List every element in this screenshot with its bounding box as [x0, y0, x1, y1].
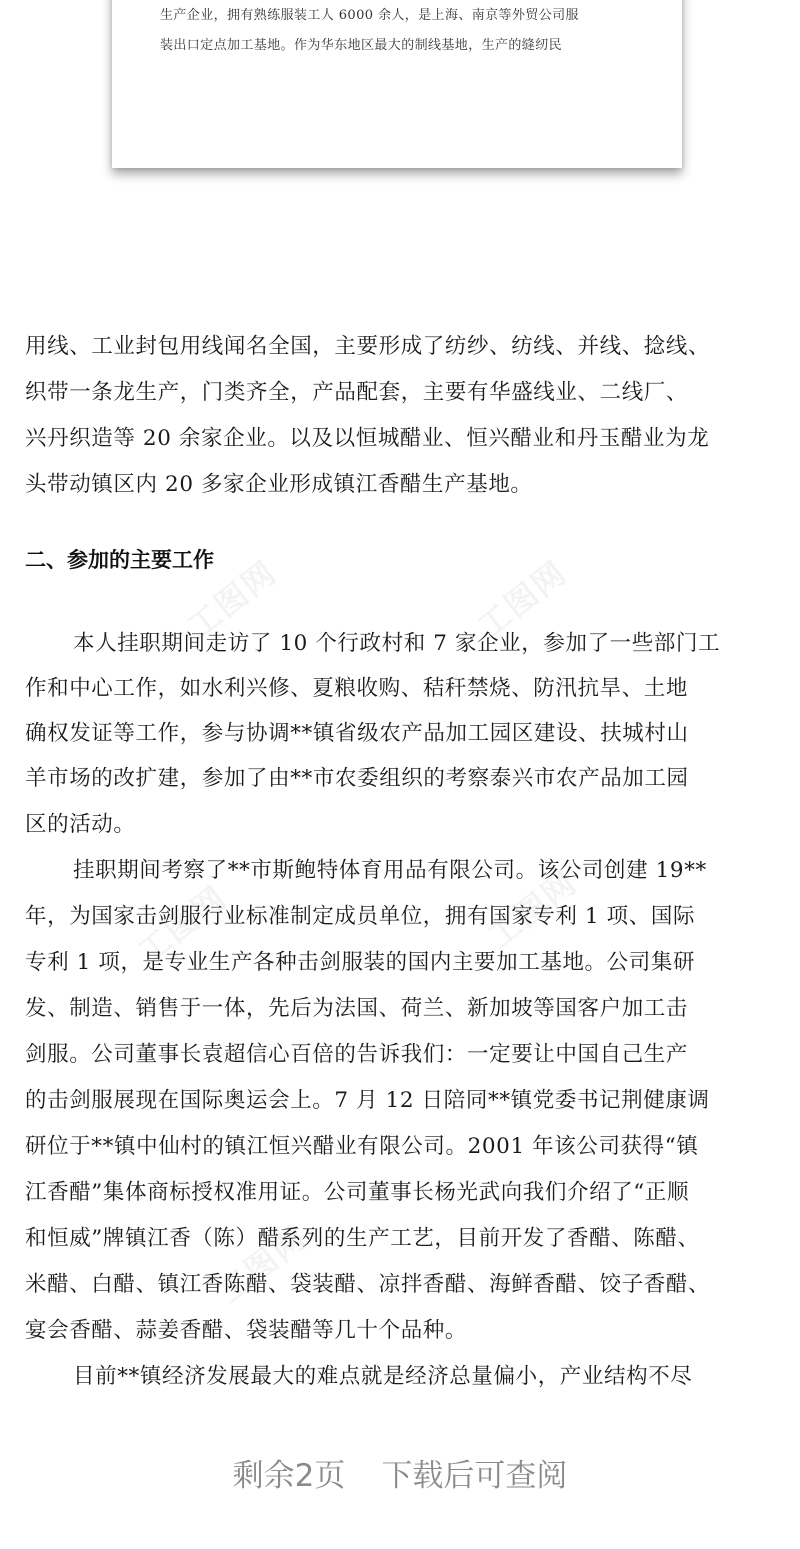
paragraph-line: 区的活动。 — [25, 812, 136, 837]
paragraph-line: 米醋、白醋、镇江香陈醋、袋装醋、凉拌香醋、海鲜香醋、饺子香醋、 — [25, 1272, 711, 1297]
body-line: 织带一条龙生产，门类齐全，产品配套，主要有华盛线业、二线厂、 — [25, 380, 689, 405]
body-line: 兴丹织造等 20 余家企业。以及以恒城醋业、恒兴醋业和丹玉醋业为龙 — [25, 426, 710, 451]
body-line: 用线、工业封包用线闻名全国，主要形成了纺纱、纺线、并线、捻线、 — [25, 334, 711, 359]
paragraph-line: 和恒威”牌镇江香（陈）醋系列的生产工艺，目前开发了香醋、陈醋、 — [25, 1226, 700, 1251]
paragraph-line: 本人挂职期间走访了 10 个行政村和 7 家企业，参加了一些部门工 — [73, 631, 721, 656]
paragraph-line: 宴会香醋、蒜姜香醋、袋装醋等几十个品种。 — [25, 1318, 468, 1343]
paragraph-line: 研位于**镇中仙村的镇江恒兴醋业有限公司。2001 年该公司获得“镇 — [25, 1134, 699, 1159]
paragraph-line: 的击剑服展现在国际奥运会上。7 月 12 日陪同**镇党委书记荆健康调 — [25, 1088, 710, 1113]
watermark-logo: 工图网 — [210, 1218, 315, 1311]
remaining-pages-label: 剩余2页 — [232, 1458, 346, 1494]
paragraph-line: 发、制造、销售于一体，先后为法国、荷兰、新加坡等国客户加工击 — [25, 996, 689, 1021]
preview-line: 装出口定点加工基地。作为华东地区最大的制线基地，生产的缝纫民 — [160, 38, 563, 53]
watermark-logo: 工图网 — [470, 553, 575, 646]
body-line: 头带动镇区内 20 多家企业形成镇江香醋生产基地。 — [25, 472, 533, 497]
watermark-logo: 工图网 — [180, 553, 285, 646]
document-preview-card — [112, 0, 682, 168]
paragraph-line: 剑服。公司董事长袁超信心百倍的告诉我们：一定要让中国自己生产 — [25, 1042, 689, 1067]
watermark-logo: 工图网 — [130, 878, 235, 971]
download-to-view-label[interactable]: 下载后可查阅 — [381, 1458, 568, 1494]
paragraph-line: 目前**镇经济发展最大的难点就是经济总量偏小，产业结构不尽 — [73, 1364, 693, 1389]
section-heading: 二、参加的主要工作 — [25, 548, 214, 572]
preview-line: 生产企业，拥有熟练服装工人 6000 余人，是上海、南京等外贸公司服 — [160, 8, 579, 23]
download-prompt[interactable] — [0, 1450, 800, 1495]
paragraph-line: 专利 1 项，是专业生产各种击剑服装的国内主要加工基地。公司集研 — [25, 950, 696, 975]
paragraph-line: 作和中心工作，如水利兴修、夏粮收购、秸秆禁烧、防汛抗旱、土地 — [25, 676, 689, 701]
paragraph-line: 确权发证等工作，参与协调**镇省级农产品加工园区建设、扶城村山 — [25, 721, 689, 746]
paragraph-line: 挂职期间考察了**市斯鲍特体育用品有限公司。该公司创建 19** — [73, 858, 707, 883]
paragraph-line: 年，为国家击剑服行业标准制定成员单位，拥有国家专利 1 项、国际 — [25, 904, 696, 929]
watermark-logo: 工图网 — [480, 863, 585, 956]
paragraph-line: 羊市场的改扩建，参加了由**市农委组织的考察泰兴市农产品加工园 — [25, 766, 689, 791]
paragraph-line: 江香醋”集体商标授权准用证。公司董事长杨光武向我们介绍了“正顺 — [25, 1180, 690, 1205]
